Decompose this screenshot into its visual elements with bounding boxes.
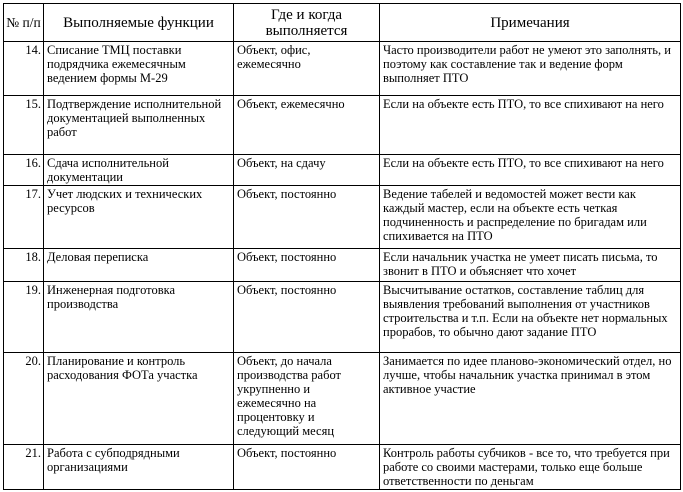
row-number: 17. — [4, 186, 44, 249]
row-where-when: Объект, ежемесячно — [234, 96, 380, 155]
row-notes: Если начальник участка не умеет писать письма, то звонит в ПТО и объясняет что хочет — [380, 249, 681, 282]
row-number: 21. — [4, 445, 44, 490]
header-notes: Примечания — [380, 4, 681, 42]
row-where-when: Объект, постоянно — [234, 186, 380, 249]
header-function: Выполняемые функции — [44, 4, 234, 42]
table-header-row — [4, 4, 681, 42]
row-where-when: Объект, на сдачу — [234, 155, 380, 186]
row-notes: Часто производители работ не умеют это заполнять, и поэтому как составление так и ведение форм выполняет ПТО — [380, 42, 681, 96]
row-number: 16. — [4, 155, 44, 186]
row-notes: Контроль работы субчиков - все то, что требуется при работе со своими мастерами, только еще больше ответственности по деньгам — [380, 445, 681, 490]
row-where-when: Объект, офис, ежемесячно — [234, 42, 380, 96]
row-where-when: Объект, постоянно — [234, 249, 380, 282]
row-where-when: Объект, постоянно — [234, 445, 380, 490]
table-row — [4, 282, 681, 353]
row-function: Деловая переписка — [44, 249, 234, 282]
row-number: 19. — [4, 282, 44, 353]
row-function: Подтверждение исполнительной документацией выполненных работ — [44, 96, 234, 155]
row-function: Работа с субподрядными организациями — [44, 445, 234, 490]
row-notes: Если на объекте есть ПТО, то все спихивают на него — [380, 155, 681, 186]
header-where-when: Где и когда выполняется — [234, 4, 380, 42]
table-row — [4, 445, 681, 490]
row-function: Планирование и контроль расходования ФОТа участка — [44, 353, 234, 445]
row-number: 20. — [4, 353, 44, 445]
row-notes: Если на объекте есть ПТО, то все спихивают на него — [380, 96, 681, 155]
row-function: Сдача исполнительной документации — [44, 155, 234, 186]
header-num: № п/п — [4, 4, 44, 42]
row-notes: Занимается по идее планово-экономический отдел, но лучше, чтобы начальник участка принимал в этом активное участие — [380, 353, 681, 445]
row-notes: Высчитывание остатков, составление таблиц для выявления требований выполнения от участников строительства и т.п. Если на объекте нет нормальных прорабов, то обычно дают задание ПТО — [380, 282, 681, 353]
row-where-when: Объект, до начала производства работ укрупненно и ежемесячно на процентовку и следующий месяц — [234, 353, 380, 445]
functions-table — [3, 3, 681, 490]
row-where-when: Объект, постоянно — [234, 282, 380, 353]
table-row — [4, 353, 681, 445]
table-row — [4, 249, 681, 282]
row-number: 18. — [4, 249, 44, 282]
table-row — [4, 42, 681, 96]
row-function: Учет людских и технических ресурсов — [44, 186, 234, 249]
table-row — [4, 96, 681, 155]
row-function: Списание ТМЦ поставки подрядчика ежемесячным ведением формы М-29 — [44, 42, 234, 96]
row-number: 15. — [4, 96, 44, 155]
row-notes: Ведение табелей и ведомостей может вести как каждый мастер, если на объекте есть четкая подчиненность и распределение по бригадам или спихивается на ПТО — [380, 186, 681, 249]
table-row — [4, 186, 681, 249]
row-function: Инженерная подготовка производства — [44, 282, 234, 353]
row-number: 14. — [4, 42, 44, 96]
table-row — [4, 155, 681, 186]
